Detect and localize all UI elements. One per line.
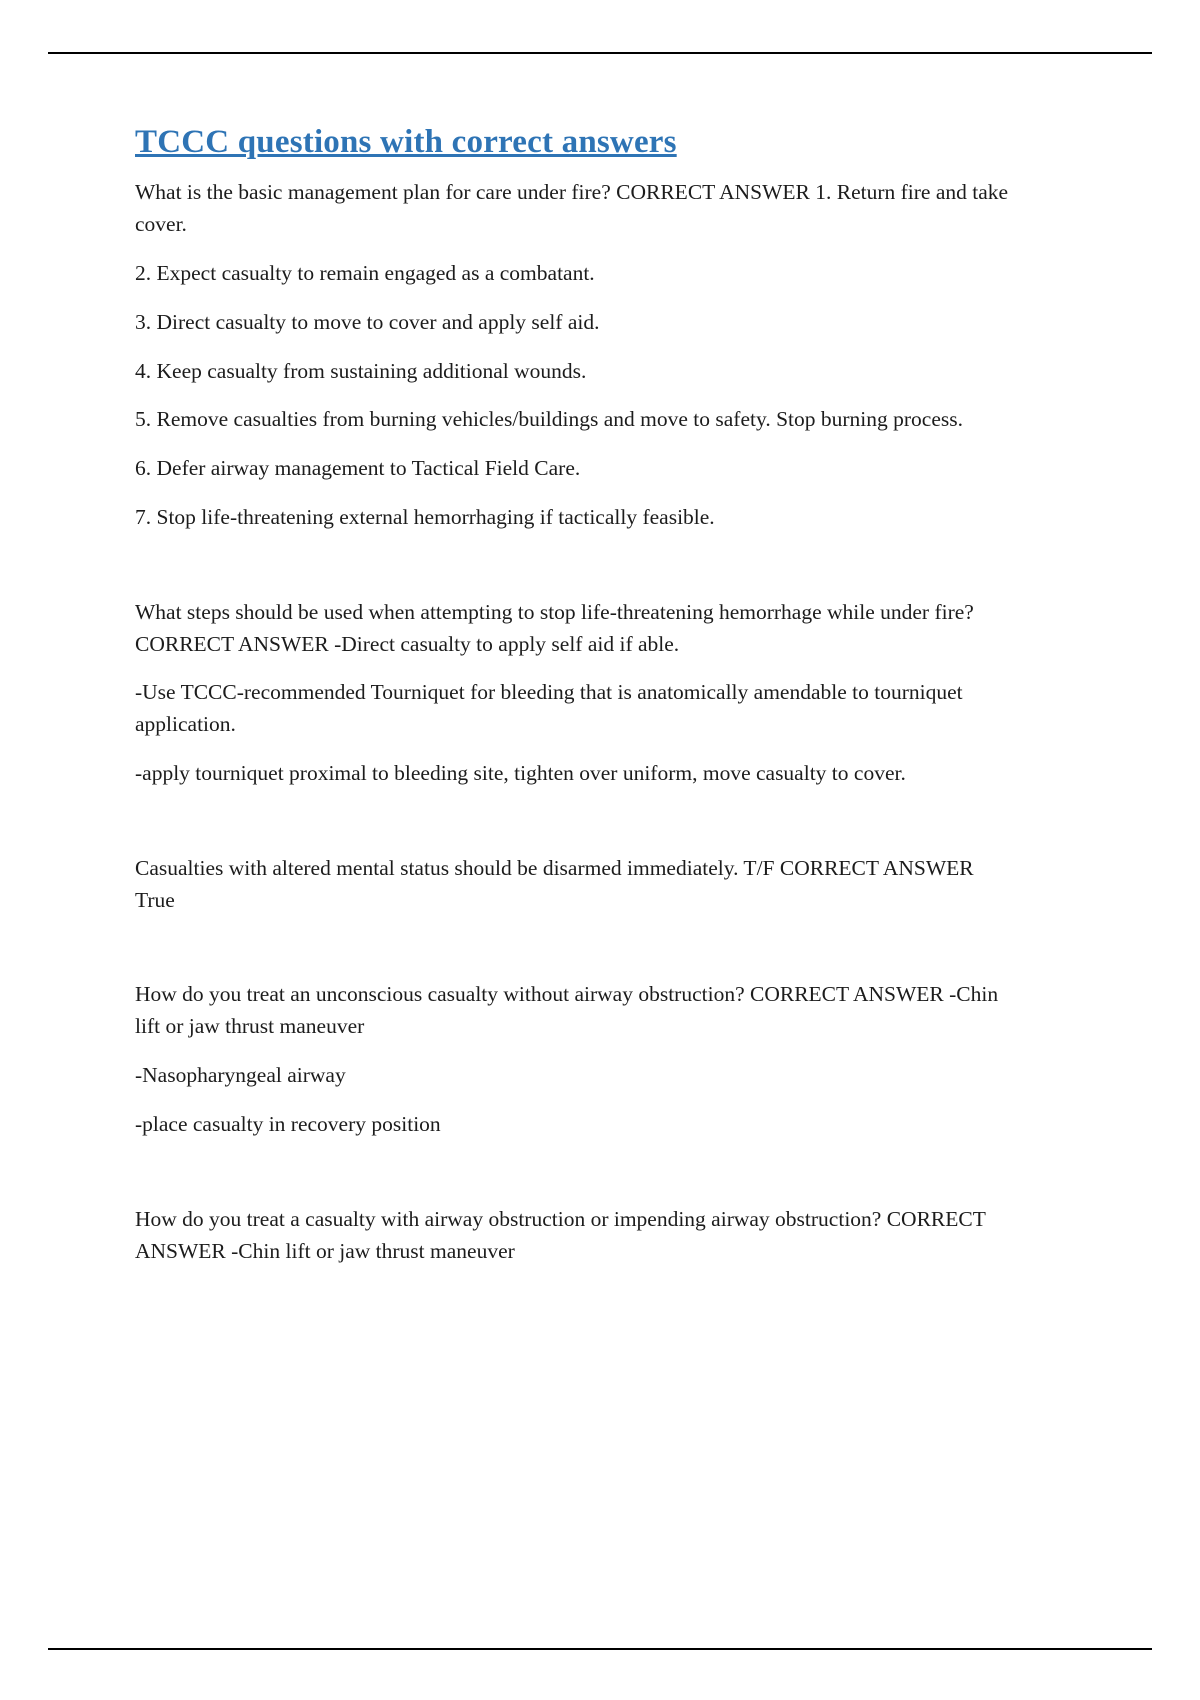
paragraph: 7. Stop life-threatening external hemorrhaging if tactically feasible. bbox=[135, 504, 715, 529]
paragraph: How do you treat an unconscious casualty without airway obstruction? CORRECT ANSWER -Chin lift or jaw thrust maneuver bbox=[135, 982, 999, 1039]
paragraph: 6. Defer airway management to Tactical Field Care. bbox=[135, 456, 581, 481]
document-content bbox=[135, 122, 1013, 1284]
paragraph-gap bbox=[135, 551, 1013, 597]
page-title: TCCC questions with correct answers bbox=[135, 124, 677, 160]
paragraph: What is the basic management plan for care under fire? CORRECT ANSWER 1. Return fire and take cover. bbox=[135, 180, 1009, 237]
paragraph: 5. Remove casualties from burning vehicles/buildings and move to safety. Stop burning process. bbox=[135, 407, 963, 432]
paragraph: 2. Expect casualty to remain engaged as a combatant. bbox=[135, 260, 595, 285]
paragraph: -Use TCCC-recommended Tourniquet for bleeding that is anatomically amendable to tourniquet application. bbox=[135, 680, 963, 737]
paragraph: Casualties with altered mental status should be disarmed immediately. T/F CORRECT ANSWER True bbox=[135, 855, 974, 912]
paragraph: 3. Direct casualty to move to cover and apply self aid. bbox=[135, 309, 600, 334]
page-top-rule bbox=[48, 52, 1152, 54]
paragraph: -place casualty in recovery position bbox=[135, 1111, 441, 1136]
paragraph: How do you treat a casualty with airway obstruction or impending airway obstruction? CORRECT ANSWER -Chin lift or jaw thrust maneuver bbox=[135, 1206, 986, 1263]
paragraph-gap bbox=[135, 933, 1013, 979]
paragraph: -Nasopharyngeal airway bbox=[135, 1063, 346, 1088]
paragraph: -apply tourniquet proximal to bleeding site, tighten over uniform, move casualty to cover. bbox=[135, 761, 906, 785]
page-bottom-rule bbox=[48, 1648, 1152, 1650]
paragraph: What steps should be used when attempting to stop life-threatening hemorrhage while under fire? CORRECT ANSWER -Direct casualty to apply self aid if able. bbox=[135, 599, 974, 656]
paragraph-gap bbox=[135, 1158, 1013, 1204]
paragraph-gap bbox=[135, 807, 1013, 853]
paragraph: 4. Keep casualty from sustaining additional wounds. bbox=[135, 358, 587, 383]
